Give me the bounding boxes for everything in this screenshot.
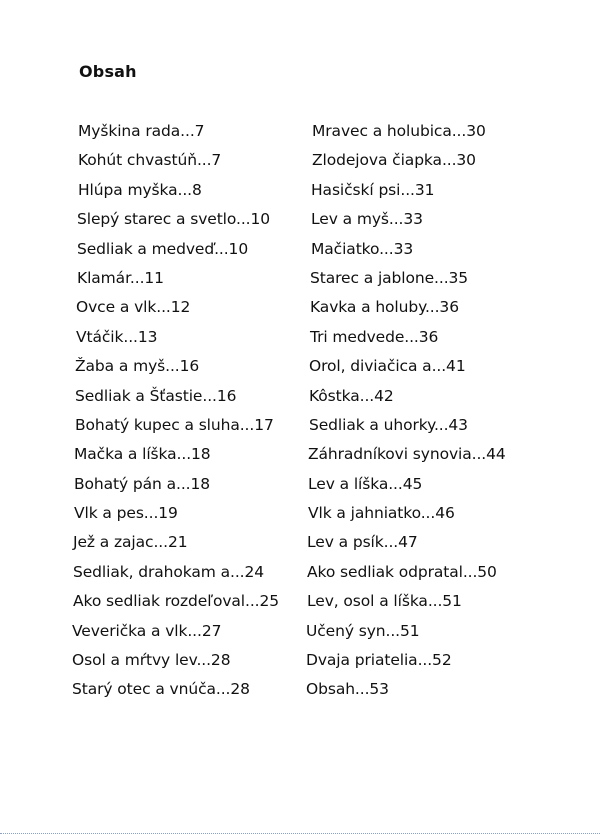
- page-bottom-edge: [0, 833, 600, 834]
- toc-entry: Sedliak, drahokam a...24: [73, 562, 265, 581]
- toc-entry: Ovce a vlk...12: [76, 298, 191, 317]
- toc-entry: Ako sedliak odpratal...50: [307, 562, 497, 581]
- toc-entry: Hlúpa myška...8: [78, 180, 202, 199]
- toc-entry: Myškina rada...7: [78, 122, 205, 140]
- toc-entry: Učený syn...51: [306, 621, 420, 640]
- toc-entry: Sedliak a medveď...10: [77, 239, 249, 258]
- toc-entry: Obsah...53: [306, 680, 389, 699]
- toc-entry: Lev a psík...47: [307, 533, 418, 552]
- toc-entry: Mravec a holubica...30: [312, 122, 486, 140]
- toc-entry: Ako sedliak rozdeľoval...25: [73, 592, 280, 611]
- toc-entry: Záhradníkovi synovia...44: [308, 445, 506, 464]
- toc-entry: Starec a jablone...35: [310, 268, 469, 287]
- toc-entry: Dvaja priatelia...52: [306, 651, 452, 670]
- toc-entry: Bohatý kupec a sluha...17: [75, 415, 274, 434]
- toc-entry: Veverička a vlk...27: [72, 621, 222, 640]
- toc-entry: Zlodejova čiapka...30: [312, 151, 476, 170]
- toc-entry: Lev, osol a líška...51: [307, 592, 462, 611]
- toc-entry: Kôstka...42: [309, 386, 394, 405]
- toc-entry: Osol a mŕtvy lev...28: [72, 651, 231, 670]
- toc-right-column: [306, 117, 506, 705]
- toc-entry: Kohút chvastúň...7: [78, 151, 222, 170]
- toc-entry: Vlk a pes...19: [74, 504, 178, 523]
- toc-entry: Slepý starec a svetlo...10: [77, 210, 270, 229]
- toc-entry: Lev a myš...33: [311, 210, 423, 229]
- toc-entry: Starý otec a vnúča...28: [72, 680, 250, 699]
- toc-entry: Hasičskí psi...31: [311, 180, 435, 199]
- toc-entry: Vtáčik...13: [76, 327, 158, 346]
- toc-entry: Vlk a jahniatko...46: [308, 504, 455, 523]
- toc-entry: Mačiatko...33: [311, 239, 414, 258]
- toc-entry: Kavka a holuby...36: [310, 298, 459, 317]
- toc-entry: Klamár...11: [77, 268, 164, 287]
- toc-left-column: [72, 117, 279, 705]
- page-title: Obsah: [79, 62, 137, 81]
- toc-entry: Tri medvede...36: [310, 327, 439, 346]
- toc-entry: Jež a zajac...21: [73, 533, 188, 552]
- toc-entry: Orol, diviačica a...41: [309, 357, 466, 376]
- toc-entry: Bohatý pán a...18: [74, 474, 211, 493]
- toc-entry: Sedliak a Šťastie...16: [75, 386, 237, 405]
- toc-entry: Žaba a myš...16: [75, 357, 200, 376]
- toc-entry: Mačka a líška...18: [74, 445, 211, 464]
- toc-entry: Sedliak a uhorky...43: [309, 415, 468, 434]
- toc-entry: Lev a líška...45: [308, 474, 423, 493]
